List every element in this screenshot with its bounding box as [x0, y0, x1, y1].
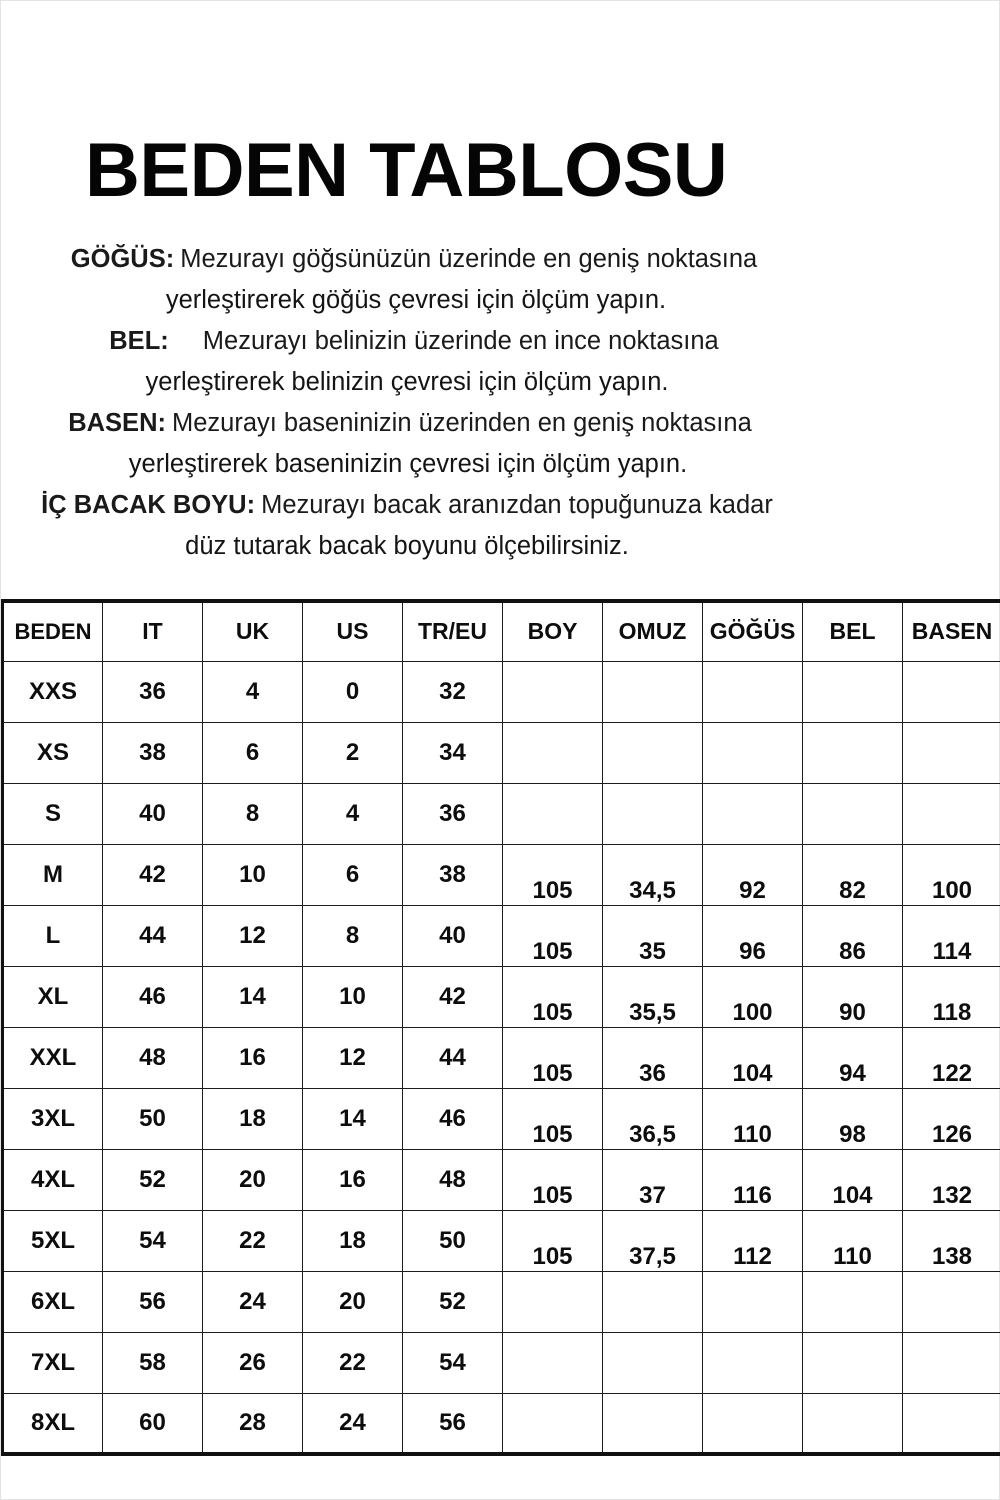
cell-us: 22 — [303, 1332, 403, 1393]
cell-bel: 94 — [803, 1027, 903, 1088]
cell-boy: 105 — [503, 966, 603, 1027]
cell-gogus: 110 — [703, 1088, 803, 1149]
table-row — [3, 1332, 1000, 1393]
cell-beden: M — [3, 844, 103, 905]
cell-uk: 24 — [203, 1271, 303, 1332]
cell-omuz — [603, 661, 703, 722]
cell-it: 48 — [103, 1027, 203, 1088]
cell-gogus — [703, 1332, 803, 1393]
cell-bel — [803, 661, 903, 722]
cell-basen: 122 — [903, 1027, 1000, 1088]
cell-tr-eu: 36 — [403, 783, 503, 844]
column-header-basen: BASEN — [903, 601, 1000, 661]
cell-us: 16 — [303, 1149, 403, 1210]
cell-boy — [503, 722, 603, 783]
instruction-gogus-line2: yerleştirerek göğüs çevresi için ölçüm yapın. — [165, 286, 667, 314]
cell-boy — [503, 1332, 603, 1393]
table-row — [3, 1088, 1000, 1149]
table-row — [3, 1027, 1000, 1088]
cell-omuz: 36,5 — [603, 1088, 703, 1149]
cell-gogus — [703, 722, 803, 783]
cell-it: 38 — [103, 722, 203, 783]
cell-us: 4 — [303, 783, 403, 844]
cell-us: 24 — [303, 1393, 403, 1454]
cell-bel — [803, 1332, 903, 1393]
cell-basen: 138 — [903, 1210, 1000, 1271]
cell-omuz — [603, 783, 703, 844]
instruction-basen-line2: yerleştirerek baseninizin çevresi için ölçüm yapın. — [128, 450, 688, 478]
cell-basen — [903, 1271, 1000, 1332]
cell-tr-eu: 56 — [403, 1393, 503, 1454]
cell-it: 52 — [103, 1149, 203, 1210]
cell-gogus — [703, 1393, 803, 1454]
table-row — [3, 661, 1000, 722]
cell-uk: 22 — [203, 1210, 303, 1271]
cell-boy: 105 — [503, 1149, 603, 1210]
cell-basen — [903, 1393, 1000, 1454]
table-row — [3, 1149, 1000, 1210]
cell-bel: 82 — [803, 844, 903, 905]
cell-us: 0 — [303, 661, 403, 722]
cell-omuz: 35 — [603, 905, 703, 966]
cell-bel: 110 — [803, 1210, 903, 1271]
cell-uk: 16 — [203, 1027, 303, 1088]
cell-it: 46 — [103, 966, 203, 1027]
column-header-uk: UK — [203, 601, 303, 661]
table-row — [3, 1271, 1000, 1332]
cell-omuz — [603, 1393, 703, 1454]
cell-us: 2 — [303, 722, 403, 783]
instruction-basen — [1, 403, 813, 444]
cell-tr-eu: 54 — [403, 1332, 503, 1393]
instruction-ic-bacak-boyu-line1: Mezurayı bacak aranızdan topuğunuza kadar — [261, 491, 773, 519]
cell-uk: 10 — [203, 844, 303, 905]
cell-bel: 104 — [803, 1149, 903, 1210]
cell-uk: 4 — [203, 661, 303, 722]
cell-beden: XXS — [3, 661, 103, 722]
cell-it: 50 — [103, 1088, 203, 1149]
instruction-ic-bacak-boyu-line2: düz tutarak bacak boyunu ölçebilirsiniz. — [185, 532, 629, 560]
cell-uk: 20 — [203, 1149, 303, 1210]
instruction-basen-line1: Mezurayı baseninizin üzerinden en geniş noktasına — [171, 409, 752, 437]
cell-beden: XS — [3, 722, 103, 783]
cell-omuz: 36 — [603, 1027, 703, 1088]
page-title: BEDEN TABLOSU — [85, 128, 728, 213]
cell-beden: XL — [3, 966, 103, 1027]
cell-us: 12 — [303, 1027, 403, 1088]
cell-uk: 18 — [203, 1088, 303, 1149]
cell-boy: 105 — [503, 844, 603, 905]
measurement-instructions — [1, 239, 813, 567]
table-header-row — [3, 601, 1000, 661]
cell-basen: 118 — [903, 966, 1000, 1027]
cell-omuz — [603, 722, 703, 783]
cell-it: 40 — [103, 783, 203, 844]
cell-gogus: 96 — [703, 905, 803, 966]
column-header-omuz: OMUZ — [603, 601, 703, 661]
cell-it: 54 — [103, 1210, 203, 1271]
cell-it: 44 — [103, 905, 203, 966]
table-row — [3, 1210, 1000, 1271]
column-header-it: IT — [103, 601, 203, 661]
cell-boy — [503, 1393, 603, 1454]
cell-gogus — [703, 1271, 803, 1332]
size-table-body — [3, 661, 1000, 1454]
cell-omuz: 37 — [603, 1149, 703, 1210]
cell-tr-eu: 46 — [403, 1088, 503, 1149]
cell-omuz: 35,5 — [603, 966, 703, 1027]
cell-boy: 105 — [503, 905, 603, 966]
size-table-head — [3, 601, 1000, 661]
cell-tr-eu: 44 — [403, 1027, 503, 1088]
table-row — [3, 783, 1000, 844]
cell-tr-eu: 32 — [403, 661, 503, 722]
cell-basen — [903, 661, 1000, 722]
cell-us: 8 — [303, 905, 403, 966]
cell-gogus: 92 — [703, 844, 803, 905]
cell-omuz: 34,5 — [603, 844, 703, 905]
cell-tr-eu: 34 — [403, 722, 503, 783]
cell-uk: 28 — [203, 1393, 303, 1454]
column-header-boy: BOY — [503, 601, 603, 661]
cell-it: 42 — [103, 844, 203, 905]
cell-beden: S — [3, 783, 103, 844]
cell-us: 6 — [303, 844, 403, 905]
cell-beden: 5XL — [3, 1210, 103, 1271]
cell-uk: 14 — [203, 966, 303, 1027]
cell-boy — [503, 783, 603, 844]
cell-beden: 3XL — [3, 1088, 103, 1149]
cell-bel: 86 — [803, 905, 903, 966]
table-row — [3, 844, 1000, 905]
cell-tr-eu: 48 — [403, 1149, 503, 1210]
cell-beden: 7XL — [3, 1332, 103, 1393]
cell-uk: 26 — [203, 1332, 303, 1393]
cell-tr-eu: 50 — [403, 1210, 503, 1271]
cell-basen — [903, 1332, 1000, 1393]
cell-it: 56 — [103, 1271, 203, 1332]
cell-tr-eu: 40 — [403, 905, 503, 966]
column-header-treu: TR/EU — [403, 601, 503, 661]
cell-omuz — [603, 1332, 703, 1393]
cell-boy — [503, 661, 603, 722]
cell-us: 20 — [303, 1271, 403, 1332]
cell-tr-eu: 42 — [403, 966, 503, 1027]
table-row — [3, 1393, 1000, 1454]
cell-bel — [803, 1271, 903, 1332]
cell-basen: 100 — [903, 844, 1000, 905]
instruction-ic-bacak-boyu — [1, 485, 813, 526]
cell-omuz: 37,5 — [603, 1210, 703, 1271]
cell-bel — [803, 722, 903, 783]
cell-beden: 8XL — [3, 1393, 103, 1454]
instruction-gogus-line1: Mezurayı göğsünüzün üzerinde en geniş noktasına — [180, 245, 758, 273]
table-row — [3, 722, 1000, 783]
instruction-bel-label: BEL: — [109, 327, 169, 355]
cell-it: 36 — [103, 661, 203, 722]
cell-boy: 105 — [503, 1088, 603, 1149]
cell-gogus: 100 — [703, 966, 803, 1027]
instruction-bel-line1: Mezurayı belinizin üzerinde en ince noktasına — [202, 327, 719, 355]
column-header-bel: BEL — [803, 601, 903, 661]
cell-gogus: 112 — [703, 1210, 803, 1271]
cell-gogus — [703, 783, 803, 844]
cell-basen: 132 — [903, 1149, 1000, 1210]
cell-bel: 98 — [803, 1088, 903, 1149]
cell-tr-eu: 52 — [403, 1271, 503, 1332]
cell-boy — [503, 1271, 603, 1332]
cell-uk: 8 — [203, 783, 303, 844]
table-row — [3, 966, 1000, 1027]
cell-it: 60 — [103, 1393, 203, 1454]
instruction-gogus — [1, 239, 813, 280]
cell-bel: 90 — [803, 966, 903, 1027]
cell-beden: 6XL — [3, 1271, 103, 1332]
instruction-ic-bacak-boyu-label: İÇ BACAK BOYU: — [41, 491, 256, 519]
column-header-us: US — [303, 601, 403, 661]
cell-bel — [803, 783, 903, 844]
column-header-beden: BEDEN — [3, 601, 103, 661]
cell-us: 18 — [303, 1210, 403, 1271]
cell-beden: L — [3, 905, 103, 966]
cell-omuz — [603, 1271, 703, 1332]
cell-uk: 12 — [203, 905, 303, 966]
instruction-basen-label: BASEN: — [68, 409, 166, 437]
cell-boy: 105 — [503, 1210, 603, 1271]
cell-gogus: 104 — [703, 1027, 803, 1088]
cell-gogus — [703, 661, 803, 722]
cell-tr-eu: 38 — [403, 844, 503, 905]
cell-basen: 126 — [903, 1088, 1000, 1149]
size-table-container — [1, 599, 1000, 1456]
instruction-bel-line2: yerleştirerek belinizin çevresi için ölçüm yapın. — [145, 368, 669, 396]
instruction-gogus-label: GÖĞÜS: — [70, 245, 175, 273]
table-row — [3, 905, 1000, 966]
cell-basen — [903, 722, 1000, 783]
cell-it: 58 — [103, 1332, 203, 1393]
cell-us: 10 — [303, 966, 403, 1027]
cell-beden: 4XL — [3, 1149, 103, 1210]
column-header-gogus: GÖĞÜS — [703, 601, 803, 661]
cell-us: 14 — [303, 1088, 403, 1149]
cell-bel — [803, 1393, 903, 1454]
cell-uk: 6 — [203, 722, 303, 783]
cell-basen: 114 — [903, 905, 1000, 966]
cell-beden: XXL — [3, 1027, 103, 1088]
cell-basen — [903, 783, 1000, 844]
cell-gogus: 116 — [703, 1149, 803, 1210]
instruction-bel — [1, 321, 813, 362]
size-table — [1, 599, 1000, 1456]
cell-boy: 105 — [503, 1027, 603, 1088]
